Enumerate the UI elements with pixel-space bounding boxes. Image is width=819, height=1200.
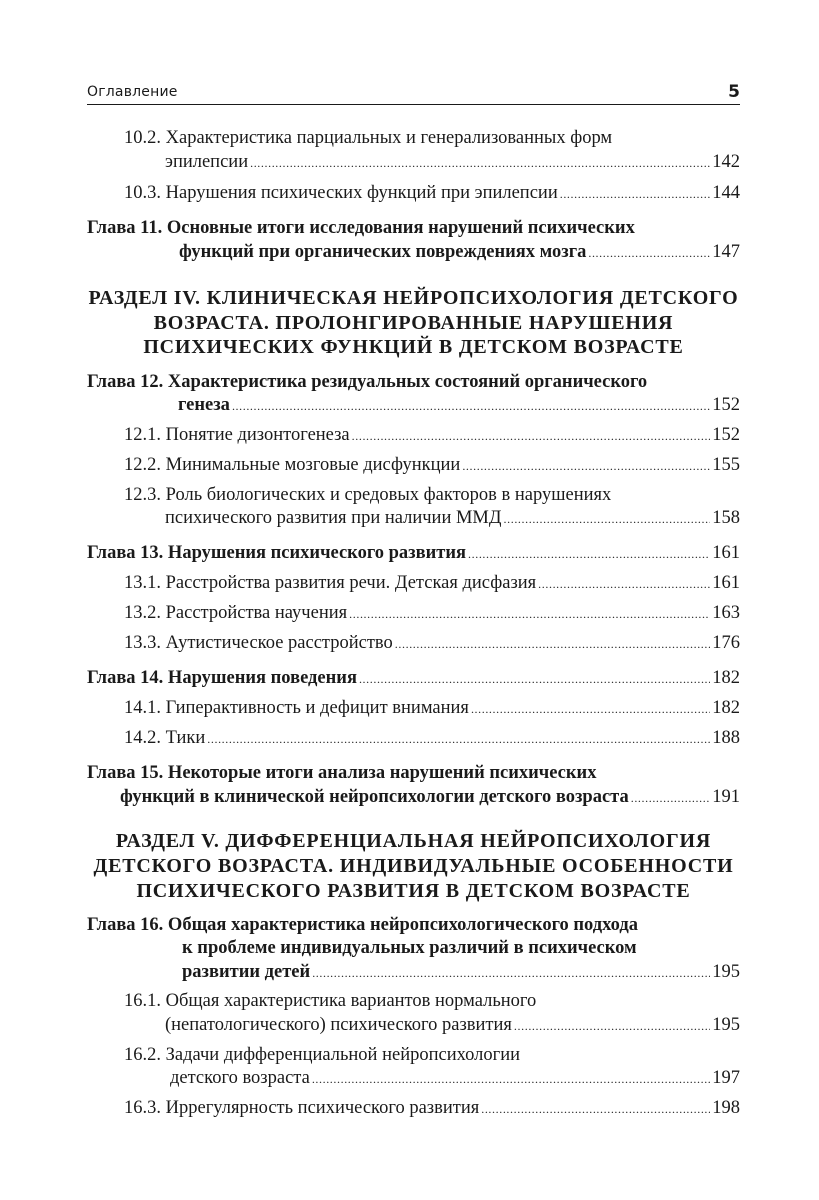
toc-entry-text: функций в клинической нейропсихологии детского возраста — [120, 787, 629, 807]
toc-entry-12-3[interactable] — [165, 507, 740, 531]
toc-entry-text: 13.3. Аутистическое расстройство — [124, 633, 393, 653]
dot-leader — [462, 454, 710, 478]
toc-entry-10-3[interactable] — [124, 182, 740, 206]
toc-page-number: 147 — [712, 242, 740, 262]
toc-page-number: 195 — [712, 962, 740, 982]
dot-leader — [312, 1067, 710, 1091]
section-5-heading-line3: ПСИХИЧЕСКОГО РАЗВИТИЯ В ДЕТСКОМ ВОЗРАСТЕ — [136, 880, 691, 902]
toc-entry-12-2[interactable] — [124, 454, 740, 478]
toc-entry-text: Глава 14. Нарушения поведения — [87, 668, 357, 688]
dot-leader — [538, 572, 710, 596]
toc-page-number: 158 — [712, 508, 740, 528]
toc-entry-text: 12.1. Понятие дизонтогенеза — [124, 425, 350, 445]
toc-entry-text: 12.2. Минимальные мозговые дисфункции — [124, 455, 461, 475]
toc-chapter-14[interactable] — [87, 667, 740, 691]
toc-entry-13-1[interactable] — [124, 572, 740, 596]
toc-page-number: 152 — [712, 425, 740, 445]
toc-chapter-12[interactable] — [178, 394, 740, 418]
toc-chapter-15[interactable] — [120, 786, 740, 810]
dot-leader — [207, 727, 710, 751]
dot-leader — [588, 241, 710, 265]
toc-chapter-11[interactable] — [179, 241, 740, 265]
dot-leader — [471, 697, 710, 721]
toc-page-number: 142 — [712, 152, 740, 172]
toc-entry-10-2-line1: 10.2. Характеристика парциальных и генерализованных форм — [124, 128, 613, 148]
dot-leader — [352, 424, 711, 448]
toc-page-number: 155 — [712, 455, 740, 475]
toc-chapter-16-line1: Глава 16. Общая характеристика нейропсихологического подхода — [87, 915, 638, 935]
page-number: 5 — [728, 82, 740, 102]
dot-leader — [349, 602, 710, 626]
toc-chapter-16[interactable] — [182, 961, 740, 985]
toc-entry-16-2[interactable] — [170, 1067, 740, 1091]
toc-entry-text: 10.3. Нарушения психических функций при эпилепсии — [124, 183, 558, 203]
dot-leader — [468, 542, 710, 566]
toc-entry-13-3[interactable] — [124, 632, 740, 656]
section-5-heading-line2: ДЕТСКОГО ВОЗРАСТА. ИНДИВИДУАЛЬНЫЕ ОСОБЕННОСТИ — [93, 855, 734, 877]
toc-chapter-13[interactable] — [87, 542, 740, 566]
toc-page-number: 197 — [712, 1068, 740, 1088]
dot-leader — [504, 507, 711, 531]
toc-entry-text: (непатологического) психического развития — [165, 1015, 512, 1035]
toc-page-number: 198 — [712, 1098, 740, 1118]
toc-entry-13-2[interactable] — [124, 602, 740, 626]
toc-page-number: 191 — [712, 787, 740, 807]
running-title: Оглавление — [87, 84, 178, 100]
toc-entry-text: психического развития при наличии ММД — [165, 508, 502, 528]
dot-leader — [395, 632, 710, 656]
toc-chapter-12-line1: Глава 12. Характеристика резидуальных состояний органического — [87, 372, 648, 392]
toc-page-number: 144 — [712, 183, 740, 203]
toc-entry-text: эпилепсии — [165, 152, 249, 172]
toc-entry-12-3-line1: 12.3. Роль биологических и средовых факторов в нарушениях — [124, 485, 612, 505]
header-rule — [87, 104, 740, 105]
toc-entry-text: 13.1. Расстройства развития речи. Детская дисфазия — [124, 573, 537, 593]
toc-page-number: 163 — [712, 603, 740, 623]
dot-leader — [312, 961, 710, 985]
toc-entry-text: развитии детей — [182, 962, 311, 982]
toc-entry-14-1[interactable] — [124, 697, 740, 721]
toc-page-number: 161 — [712, 573, 740, 593]
toc-entry-text: детского возраста — [170, 1068, 310, 1088]
toc-page-number: 182 — [712, 668, 740, 688]
toc-page-number: 195 — [712, 1015, 740, 1035]
dot-leader — [560, 182, 711, 206]
toc-entry-14-2[interactable] — [124, 727, 740, 751]
toc-entry-16-1-line1: 16.1. Общая характеристика вариантов нормального — [124, 991, 537, 1011]
dot-leader — [631, 786, 711, 810]
toc-page-number: 188 — [712, 728, 740, 748]
toc-page-number: 152 — [712, 395, 740, 415]
dot-leader — [514, 1014, 710, 1038]
toc-entry-text: 16.3. Иррегулярность психического развития — [124, 1098, 480, 1118]
dot-leader — [359, 667, 710, 691]
toc-entry-12-1[interactable] — [124, 424, 740, 448]
toc-chapter-15-line1: Глава 15. Некоторые итоги анализа нарушений психических — [87, 763, 597, 783]
toc-entry-16-2-line1: 16.2. Задачи дифференциальной нейропсихологии — [124, 1045, 521, 1065]
running-header — [87, 84, 740, 106]
section-4-heading-line3: ПСИХИЧЕСКИХ ФУНКЦИЙ В ДЕТСКОМ ВОЗРАСТЕ — [143, 336, 684, 358]
toc-page-number: 176 — [712, 633, 740, 653]
toc-entry-16-3[interactable] — [124, 1097, 740, 1121]
dot-leader — [250, 151, 710, 175]
toc-entry-text: 13.2. Расстройства научения — [124, 603, 348, 623]
toc-entry-text: Глава 13. Нарушения психического развития — [87, 543, 467, 563]
toc-entry-text: генеза — [178, 395, 230, 415]
toc-entry-text: функций при органических повреждениях мозга — [179, 242, 587, 262]
section-4-heading-line1: РАЗДЕЛ IV. КЛИНИЧЕСКАЯ НЕЙРОПСИХОЛОГИЯ ДЕТСКОГО — [88, 287, 739, 309]
section-5-heading-line1: РАЗДЕЛ V. ДИФФЕРЕНЦИАЛЬНАЯ НЕЙРОПСИХОЛОГИЯ — [115, 830, 712, 852]
toc-entry-10-2[interactable] — [165, 151, 740, 175]
toc-chapter-11-line1: Глава 11. Основные итоги исследования нарушений психических — [87, 218, 635, 238]
toc-entry-text: 14.1. Гиперактивность и дефицит внимания — [124, 698, 469, 718]
dot-leader — [481, 1097, 710, 1121]
toc-chapter-16-line2: к проблеме индивидуальных различий в психическом — [182, 938, 637, 958]
toc-page-number: 182 — [712, 698, 740, 718]
section-4-heading-line2: ВОЗРАСТА. ПРОЛОНГИРОВАННЫЕ НАРУШЕНИЯ — [153, 312, 674, 334]
dot-leader — [232, 394, 710, 418]
toc-entry-16-1[interactable] — [165, 1014, 740, 1038]
toc-page-number: 161 — [712, 543, 740, 563]
toc-entry-text: 14.2. Тики — [124, 728, 206, 748]
